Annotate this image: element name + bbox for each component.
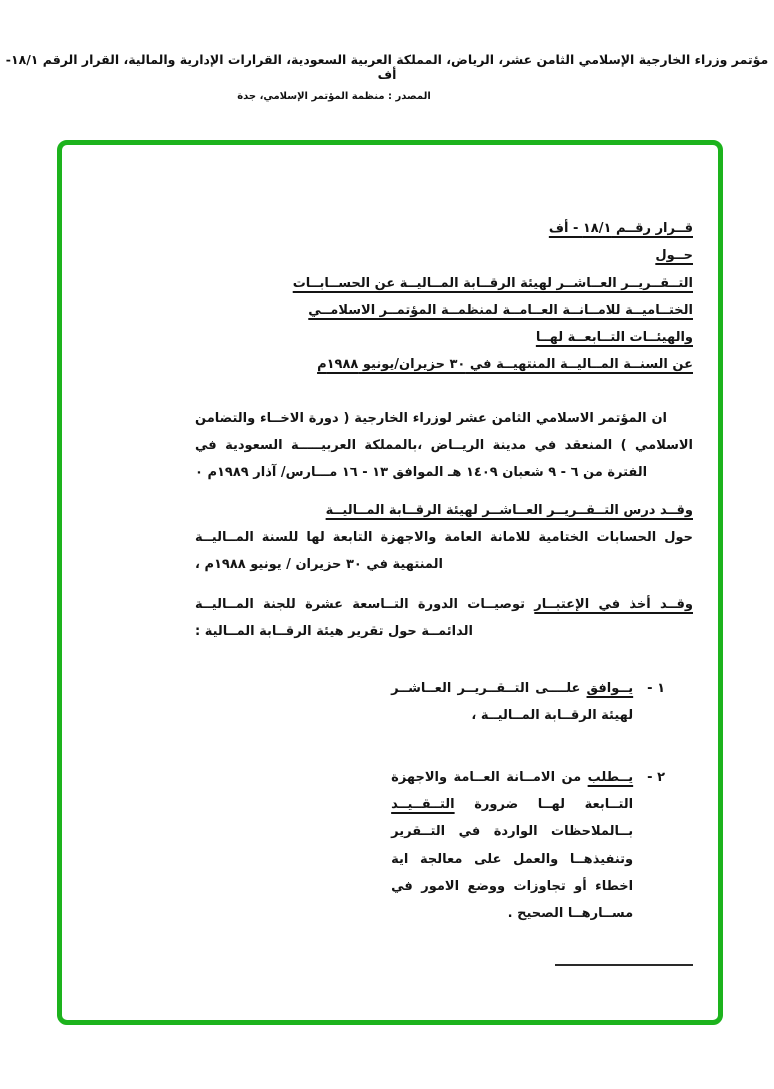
item-2-lead: يــطلب [587,769,634,785]
recommendations-lead: وقــد أخذ في الإعتبــار [534,596,693,612]
title-fiscal-year: عن السنــة المــاليــة المنتهيــة في ٣٠ حزيران/يونيو ١٩٨٨م [317,357,693,373]
recommendations-paragraph [195,591,693,646]
decision-item-1 [195,675,693,730]
document-title-block [216,215,693,379]
item-2-text [391,764,633,928]
considered-report-body: حول الحسابات الختامية للامانة العامة والاجهزة التابعة لها للسنة المــاليــة المنتهية في ٣٠ حزيران / يونيو ١٩٨٨م ، [195,529,693,573]
title-line-5: والهيئــات التــابعــة لهــا [535,330,693,346]
item-2-mid: من الامــانة العــامة والاجهزة التــابعة لهــا ضرورة [391,769,634,813]
considered-report-lead: وقــد درس التــقــريــر العــاشــر لهيئة الرقــابة المــاليــة [325,502,693,518]
scanned-document-frame [57,140,723,1025]
item-1-rest: علــــى التــقــريــر العــاشــر لهيئة الرقــابة المــاليــة ، [391,681,634,724]
recommendations-rest: توصيــات الدورة التــاسعة عشرة للجنة المــاليــة الدائمــة حول تقرير هيئة الرقــابة المــالية : [195,596,526,639]
decision-item-2 [195,764,693,928]
item-2-rest: بــالملاحظات الواردة في التــقرير وتنفيذهــا والعمل على معالجة اية اخطاء أو تجاوزات ووضع الامور في مســارهــا الصحيح . [391,824,634,922]
title-decision-number: قــرار رقــم ١٨/١ - أف [548,221,693,236]
citation-title: مؤتمر وزراء الخارجية الإسلامي الثامن عشر، الرياض، المملكة العربية السعودية، القرارات الإدارية والمالية، القرار الرقم ١٨/١-أف [5,52,769,82]
preamble-paragraph: ان المؤتمر الاسلامي الثامن عشر لوزراء الخارجية ( دورة الاخــاء والتضامن الاسلامي ) المنعقد في مدينة الريــاض ،بالمملكة العربيـــــة السعودية في الفترة من ٦ - ٩ شعبان ١٤٠٩ هـ الموافق ١٣ - ١٦ مـــارس/ آذار ١٩٨٩م ٠ [195,410,693,481]
citation-source: المصدر : منظمة المؤتمر الإسلامي، جدة [237,91,431,102]
item-1-lead: يــوافق [586,681,634,697]
title-line-4: الختــاميــة للامــانــة العــامــة لمنظمــة المؤتمــر الاسلامــي [308,302,693,318]
title-about: حــول [655,248,693,264]
citation-header [0,52,774,102]
item-2-number: ٢ - [647,769,665,785]
item-1-number: ١ - [647,681,665,697]
item-1-text [391,675,633,730]
decision-items [195,675,693,927]
item-2-lead2: التــقــيــد [391,797,455,813]
document-body [62,145,718,1020]
end-of-document-divider [555,964,693,966]
title-line-3: التــقــريــر العــاشــر لهيئة الرقــابة المــاليــة عن الحســابــات [292,275,693,291]
